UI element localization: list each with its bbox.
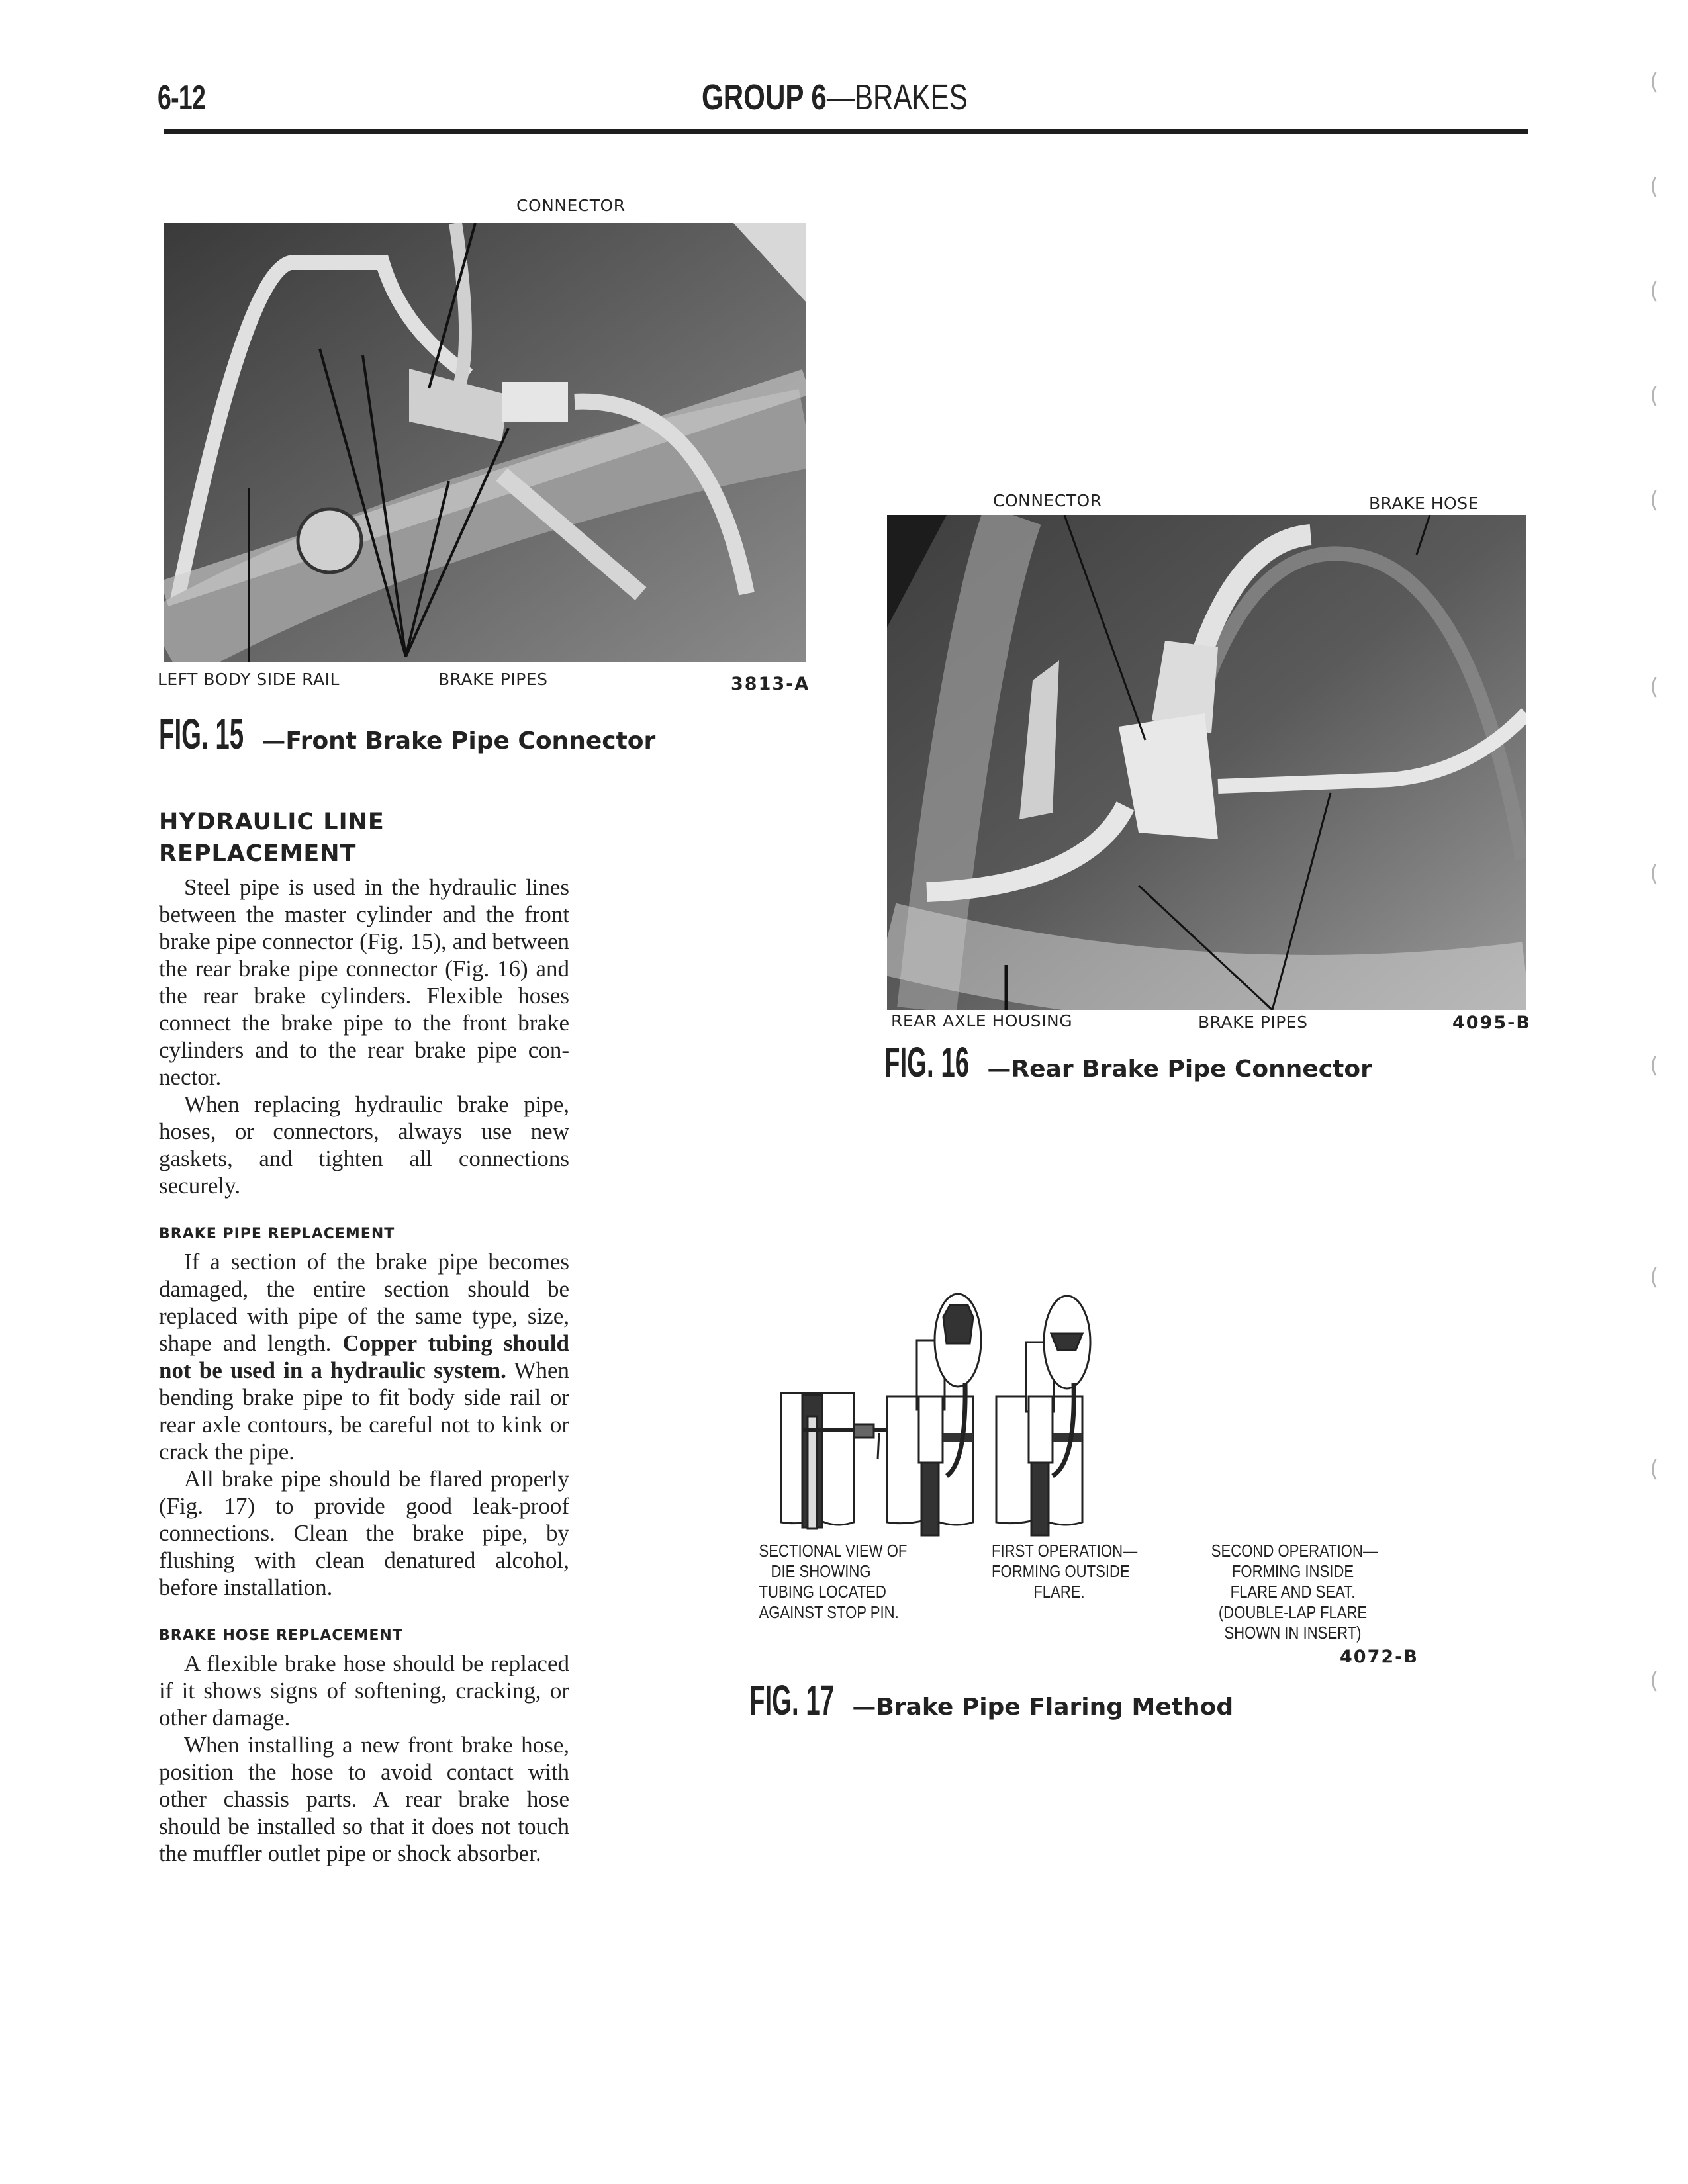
group-title [702, 77, 968, 118]
paragraph: Steel pipe is used in the hydraulic lines between the master cylinder and the front brake pipe connector (Fig. 15), and between the rear brake pipe connector (Fig. 16) and the rear brake cylinders. Flexible hoses connect the brake pipe to the front brake cylinders and to the rear brake pipe connector. [159, 874, 569, 1090]
fig16-callout-connector: CONNECTOR [993, 491, 1102, 510]
binder-hole-mark: ( [1650, 1264, 1659, 1291]
fig16-caption-title: —Rear Brake Pipe Connector [987, 1056, 1372, 1083]
page-number: 6-12 [158, 79, 206, 117]
fig15-id: 3813-A [731, 674, 810, 694]
label-line: TUBING LOCATED [759, 1582, 886, 1602]
label-line: FORMING INSIDE [1231, 1561, 1354, 1581]
fig16-callout-rear-axle-housing: REAR AXLE HOUSING [891, 1011, 1073, 1030]
binder-hole-mark: ( [1650, 1456, 1659, 1482]
fig15-callout-brake-pipes: BRAKE PIPES [438, 670, 548, 689]
label-line: (DOUBLE-LAP FLARE [1218, 1602, 1368, 1622]
binder-hole-mark: ( [1650, 173, 1659, 200]
label-line: FLARE AND SEAT. [1230, 1582, 1356, 1602]
fig17-diagram [755, 1277, 1410, 1542]
fig16-photo-illustration [887, 515, 1526, 1010]
label-line: SHOWN IN INSERT) [1224, 1623, 1362, 1643]
group-title-rest: BRAKES [854, 77, 968, 117]
section-heading: HYDRAULIC LINE [159, 809, 385, 835]
fig16-id: 4095-B [1452, 1013, 1531, 1033]
fig16-photo [887, 515, 1526, 1010]
fig15-photo [164, 223, 806, 662]
paragraph: A flexible brake hose should be replaced if it shows signs of softening, cracking, or other damage. [159, 1651, 569, 1731]
fig15-caption-number: FIG. 15 [159, 710, 244, 758]
fig17-label-step1 [759, 1541, 908, 1623]
label-line: SECOND OPERATION— [1211, 1541, 1378, 1561]
text-run: When bending brake pipe to fit body side rail or rear axle contours, be careful not to kink or crack the pipe. [159, 1357, 570, 1465]
binder-hole-mark: ( [1650, 860, 1659, 887]
fig17-caption-number: FIG. 17 [749, 1676, 835, 1724]
fig16-callout-brake-hose: BRAKE HOSE [1369, 494, 1479, 513]
fig15-caption [159, 709, 655, 758]
fig16-callout-brake-pipes: BRAKE PIPES [1198, 1013, 1308, 1032]
group-title-dash: — [826, 77, 855, 117]
warning-text: Copper tubing should not be used in a hydraulic system. [159, 1330, 569, 1383]
label-line: FORMING OUTSIDE [992, 1561, 1130, 1581]
fig17-caption-title: —Brake Pipe Flaring Method [852, 1694, 1234, 1721]
label-line: AGAINST STOP PIN. [759, 1602, 899, 1622]
fig17-label-step2 [992, 1541, 1138, 1602]
section-hydraulic-line-replacement [159, 806, 569, 1867]
subsection-heading-brake-pipe: BRAKE PIPE REPLACEMENT [159, 1226, 395, 1242]
fig15-caption-title: —Front Brake Pipe Connector [261, 727, 656, 754]
fig16-caption-number: FIG. 16 [884, 1038, 970, 1086]
binder-hole-mark: ( [1650, 383, 1659, 409]
binder-hole-mark: ( [1650, 674, 1659, 700]
paragraph: When installing a new front brake hose, position the hose to avoid contact with other chassis parts. A rear brake hose should be installed so that it does not touch the muffler outlet pipe or shock absorber. [159, 1732, 569, 1866]
fig17-id: 4072-B [1340, 1647, 1419, 1667]
label-line: FIRST OPERATION— [992, 1541, 1138, 1561]
label-line: DIE SHOWING [771, 1561, 871, 1581]
section-heading: REPLACEMENT [159, 841, 357, 867]
paragraph: When replacing hydraulic brake pipe, hoses, or connectors, always use new gaskets, and tighten all connections securely. [159, 1091, 569, 1199]
label-line: FLARE. [1033, 1582, 1085, 1602]
fig17-caption [749, 1676, 1233, 1725]
binder-hole-mark: ( [1650, 1668, 1659, 1694]
binder-hole-mark: ( [1650, 1052, 1659, 1079]
label-line: SECTIONAL VIEW OF [759, 1541, 908, 1561]
fig17-label-step3 [1211, 1541, 1378, 1643]
paragraph: All brake pipe should be flared properly (Fig. 17) to provide good leak-proof connections. Clean the brake pipe, by flushing with clean denatured alcohol, before installation. [159, 1466, 569, 1600]
paragraph [159, 1248, 569, 1465]
header-rule [164, 129, 1528, 134]
fig16-caption [884, 1038, 1372, 1087]
fig15-callout-left-body-side-rail: LEFT BODY SIDE RAIL [158, 670, 340, 689]
binder-hole-mark: ( [1650, 487, 1659, 514]
fig17-flaring-illustration [755, 1277, 1410, 1542]
binder-hole-mark: ( [1650, 278, 1659, 304]
binder-hole-mark: ( [1650, 69, 1659, 95]
text-run: If a section of the brake pipe becomes damaged, the entire section should be replaced with pipe of the same type, size, shape and length. [159, 1249, 569, 1356]
subsection-heading-brake-hose: BRAKE HOSE REPLACEMENT [159, 1627, 403, 1644]
fig15-photo-illustration [164, 223, 806, 662]
group-title-bold: GROUP 6 [702, 77, 827, 117]
fig15-callout-connector: CONNECTOR [516, 196, 626, 215]
